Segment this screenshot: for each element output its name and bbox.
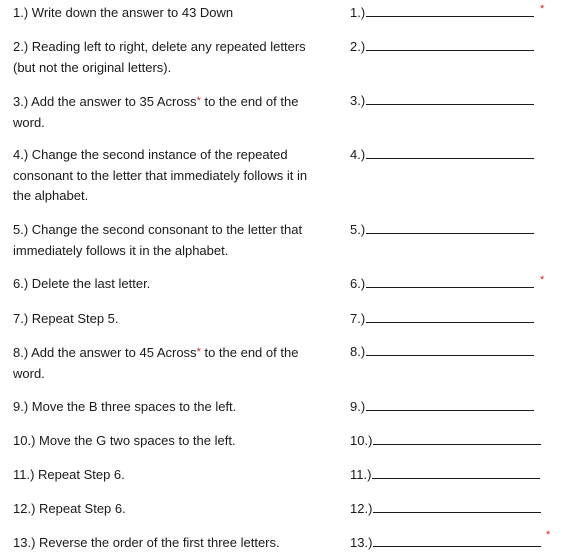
- step-4-instruction: [13, 145, 313, 207]
- step-5-answer-blank[interactable]: [366, 221, 534, 234]
- step-6-answer: [350, 274, 534, 295]
- step-6-answer-label: 6.): [350, 276, 366, 291]
- step-7-answer-label: 7.): [350, 311, 366, 326]
- step-8-text-b: to the end of the word.: [13, 345, 299, 381]
- step-12-answer-label: 12.): [350, 501, 373, 516]
- step-10-text: 10.) Move the G two spaces to the left.: [13, 433, 236, 448]
- step-8-star: *: [196, 346, 201, 358]
- step-2-answer-label: 2.): [350, 39, 366, 54]
- step-9-text: 9.) Move the B three spaces to the left.: [13, 399, 237, 414]
- step-3-text-b: to the end of the word.: [13, 94, 299, 130]
- step-5-answer: [350, 220, 534, 241]
- step-11-instruction: [13, 465, 313, 486]
- step-8-answer: [350, 342, 534, 363]
- step-3-instruction: [13, 91, 313, 133]
- step-6-text: 6.) Delete the last letter.: [13, 276, 151, 291]
- step-5-answer-label: 5.): [350, 222, 366, 237]
- step-1-answer-star: *: [540, 3, 545, 15]
- step-3-text-a: 3.) Add the answer to 35 Across: [13, 94, 197, 109]
- step-5-text: 5.) Change the second consonant to the letter that immediately follows it in the alphabet.: [13, 222, 303, 258]
- step-11-answer: [350, 465, 540, 486]
- step-10-instruction: [13, 431, 313, 452]
- step-5-instruction: [13, 220, 313, 261]
- step-8-answer-blank[interactable]: [366, 343, 534, 356]
- step-9-answer-label: 9.): [350, 399, 366, 414]
- step-9-answer-blank[interactable]: [366, 398, 534, 411]
- step-7-answer: [350, 309, 534, 330]
- step-3-answer: [350, 91, 534, 112]
- step-2-answer: [350, 37, 534, 58]
- step-11-answer-blank[interactable]: [372, 466, 540, 479]
- step-2-instruction: [13, 37, 313, 78]
- step-1-answer: [350, 3, 534, 24]
- step-11-answer-label: 11.): [350, 467, 372, 482]
- step-6-instruction: [13, 274, 313, 295]
- step-4-text: 4.) Change the second instance of the repeated consonant to the letter that immediately follows it in the alphabet.: [13, 147, 308, 203]
- step-3-answer-label: 3.): [350, 93, 366, 108]
- step-4-answer-blank[interactable]: [366, 146, 534, 159]
- step-8-text-a: 8.) Add the answer to 45 Across: [13, 345, 197, 360]
- step-9-answer: [350, 397, 534, 418]
- step-7-text: 7.) Repeat Step 5.: [13, 311, 119, 326]
- step-9-instruction: [13, 397, 313, 418]
- step-6-answer-blank[interactable]: [366, 275, 534, 288]
- step-3-star: *: [196, 95, 201, 107]
- step-12-text: 12.) Repeat Step 6.: [13, 501, 126, 516]
- step-13-answer-label: 13.): [350, 535, 373, 550]
- step-13-answer-star: *: [546, 529, 551, 541]
- step-13-answer-blank[interactable]: [373, 534, 541, 547]
- step-12-answer-blank[interactable]: [373, 500, 541, 513]
- step-10-answer: [350, 431, 541, 452]
- step-12-answer: [350, 499, 541, 520]
- step-8-answer-label: 8.): [350, 344, 366, 359]
- step-3-answer-blank[interactable]: [366, 92, 534, 105]
- step-6-answer-star: *: [540, 274, 545, 286]
- step-1-text: 1.) Write down the answer to 43 Down: [13, 5, 234, 20]
- step-8-instruction: [13, 342, 313, 384]
- step-1-answer-label: 1.): [350, 5, 366, 20]
- step-2-answer-blank[interactable]: [366, 38, 534, 51]
- step-13-answer: [350, 533, 541, 554]
- step-10-answer-blank[interactable]: [373, 432, 541, 445]
- step-7-answer-blank[interactable]: [366, 310, 534, 323]
- step-1-instruction: [13, 3, 313, 24]
- step-12-instruction: [13, 499, 313, 520]
- step-11-text: 11.) Repeat Step 6.: [13, 467, 125, 482]
- step-10-answer-label: 10.): [350, 433, 373, 448]
- step-7-instruction: [13, 309, 313, 330]
- step-2-text: 2.) Reading left to right, delete any repeated letters (but not the original letters).: [13, 39, 306, 75]
- step-4-answer: [350, 145, 534, 166]
- step-13-text: 13.) Reverse the order of the first three letters.: [13, 535, 280, 550]
- step-4-answer-label: 4.): [350, 147, 366, 162]
- step-1-answer-blank[interactable]: [366, 4, 534, 17]
- step-13-instruction: [13, 533, 313, 554]
